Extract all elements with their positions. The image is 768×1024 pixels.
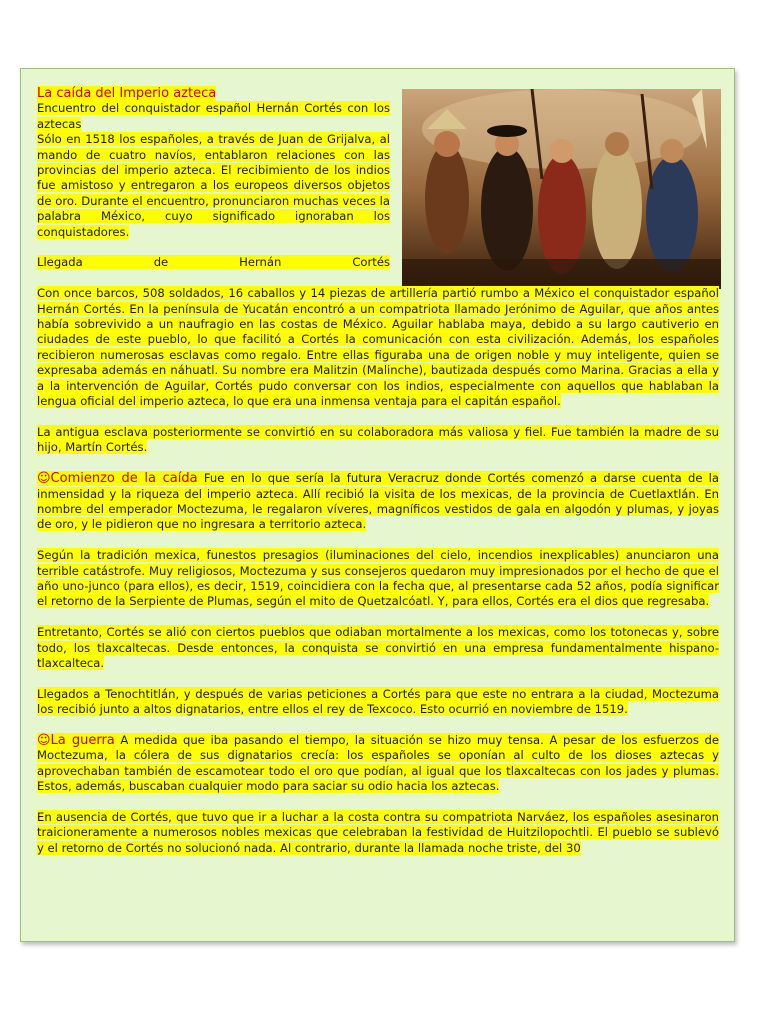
paragraph-presagios: Según la tradición mexica, funestos presagios (iluminaciones del cielo, incendios inexplicables) anunciaron una terrible catástrofe. Muy religiosos, Moctezuma y sus consejeros quedaron muy impresionados por el hecho de que el año uno-junco (para ellos), es decir, 1519, coincidiera con la fecha que, al presentarse cada 52 años, podía significar el retorno de la Serpiente de Plumas, según el mito de Quetzalcóatl. Y, para ellos, Cortés era el dios que regresaba. bbox=[37, 548, 719, 609]
article-heading: La caída del Imperio azteca bbox=[37, 86, 217, 101]
paragraph-llegada: Con once barcos, 508 soldados, 16 caballos y 14 piezas de artillería partió rumbo a México el conquistador español Hernán Cortés. En la península de Yucatán encontró a un compatriota llamado Jerónimo de Aguilar, que años antes había sobrevivido a un naufragio en las costas de México. Aguilar hablaba maya, debido a su largo cautiverio en ciudades de este pueblo, lo que facilitó a Cortés la comunicación con esta civilización. Además, los españoles recibieron numerosas esclavas como regalo. Entre ellas figuraba una de origen noble y muy inteligente, quien se expresaba además en náhuatl. Su nombre era Malitzin (Malinche), bautizada después como Marina. Gracias a ella y a la intervención de Aguilar, Cortés pudo conversar con los indios, especialmente con aquellos que hablaban la lengua oficial del imperio azteca, lo que era una inmensa ventaja para el capitán español. bbox=[37, 286, 719, 409]
paragraph-tenochtitlan: Llegados a Tenochtitlán, y después de varias peticiones a Cortés para que este no entrara a la ciudad, Moctezuma los recibió junto a altos dignatarios, entre ellos el rey de Texcoco. Esto ocurrió en noviembre de 1519. bbox=[37, 686, 719, 717]
paragraph-noche-triste: En ausencia de Cortés, que tuvo que ir a luchar a la costa contra su compatriota Narváez, los españoles asesinaron traicioneramente a numerosos nobles mexicas que celebraban la festividad de Huitzilopochtli. El pueblo se sublevó y el retorno de Cortés no solucionó nada. Al contrario, durante la llamada noche triste, del 30 bbox=[37, 809, 719, 855]
article-text bbox=[37, 86, 719, 856]
document-page bbox=[20, 68, 735, 942]
paragraph-guerra: A medida que iba pasando el tiempo, la situación se hizo muy tensa. A pesar de los esfuerzos de Moctezuma, la cólera de sus dignatarios crecía: los españoles se oponían al culto de los dioses aztecas y aprovechaban también de escamotear todo el oro que podían, al igual que los tlaxcaltecas con los jades y plumas. Estos, además, buscaban cualquier modo para saciar su odio hacia los aztecas. bbox=[37, 732, 720, 794]
paragraph-comienzo: Fue en lo que sería la futura Veracruz donde Cortés comenzó a darse cuenta de la inmensidad y la riqueza del imperio azteca. Allí recibió la visita de los mexicas, de la provincia de Cuetlaxtlán. En nombre del emperador Moctezuma, le regalaron víveres, magníficos vestidos de gala en algodón y plumas, y joyas de oro, y le pidieron que no ingresara a territorio azteca. bbox=[37, 471, 720, 532]
section-title-comienzo: ☺Comienzo de la caída bbox=[37, 471, 198, 487]
article-subheading: Encuentro del conquistador español Hernán Cortés con los aztecas bbox=[37, 101, 390, 131]
paragraph-alianzas: Entretanto, Cortés se alió con ciertos pueblos que odiaban mortalmente a los mexicas, como los totonecas y, sobre todo, los tlaxcaltecas. Desde entonces, la conquista se convirtió en una empresa fundamentalmente hispano-tlaxcalteca. bbox=[37, 625, 719, 670]
paragraph-esclava: La antigua esclava posteriormente se convirtió en su colaboradora más valiosa y fiel. Fue también la madre de su hijo, Martín Cortés. bbox=[37, 424, 719, 455]
intro-paragraph: Sólo en 1518 los españoles, a través de Juan de Grijalva, al mando de cuatro navíos, entablaron relaciones con las provincias del imperio azteca. El recibimiento de los indios fue amistoso y entregaron a los europeos diversos objetos de oro. Durante el encuentro, pronunciaron muchas veces la palabra México, cuyo significado ignoraban los conquistadores. bbox=[37, 132, 390, 239]
section-title-llegada: Llegada de Hernán Cortés bbox=[37, 255, 390, 270]
section-title-guerra: ☺La guerra bbox=[37, 732, 115, 748]
